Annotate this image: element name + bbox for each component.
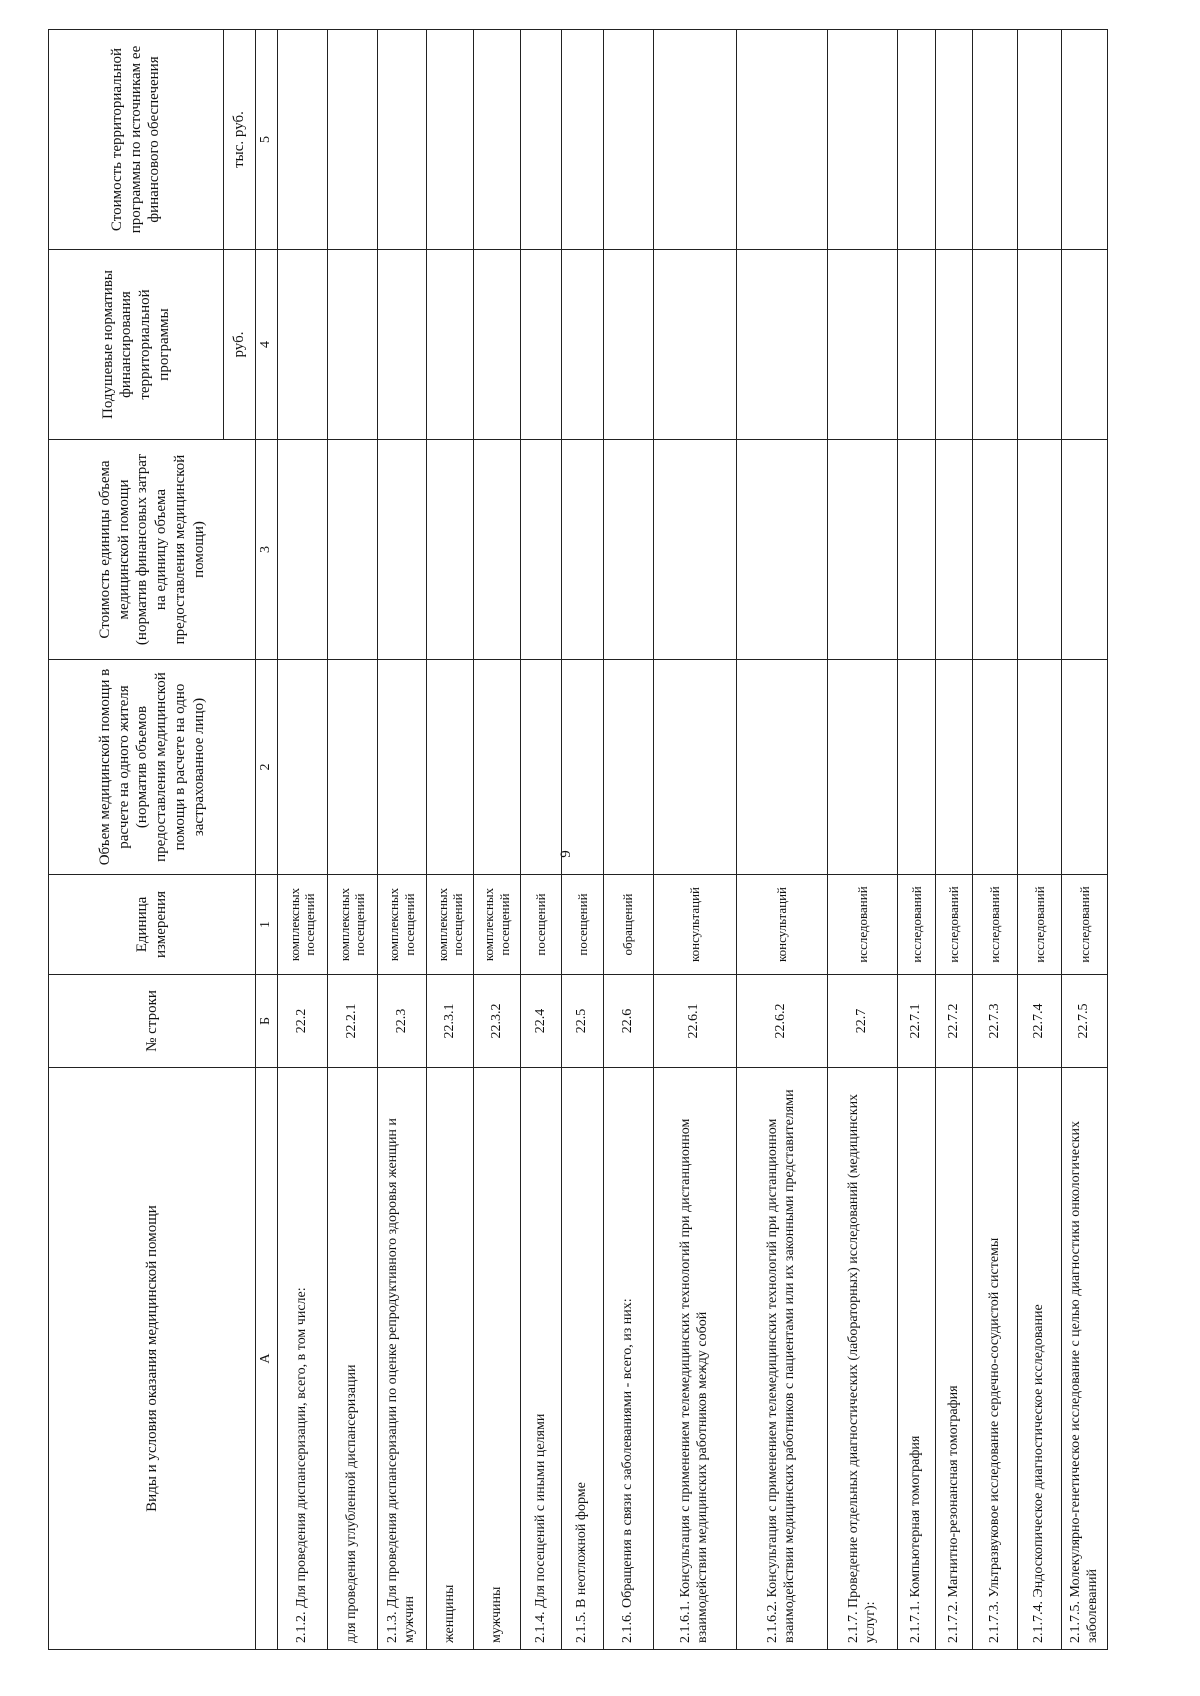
cell-col-5 — [898, 30, 935, 250]
row-code: 22.3 — [377, 975, 427, 1068]
cell-col-5 — [603, 30, 653, 250]
table-row — [427, 30, 474, 1650]
cell-col-3 — [562, 440, 604, 660]
cell-col-2 — [827, 660, 898, 875]
row-code: 22.7.4 — [1017, 975, 1062, 1068]
cell-col-2 — [935, 660, 972, 875]
cell-col-2 — [377, 660, 427, 875]
row-name: 2.1.6.2. Консультация с применением телемедицинских технологий при дистанционном взаимодействии медицинских работников с пациентами или их законными представителями — [736, 1068, 827, 1650]
table-row — [562, 30, 604, 1650]
row-name: 2.1.7.3. Ультразвуковое исследование сердечно-сосудистой системы — [973, 1068, 1018, 1650]
table-row — [827, 30, 898, 1650]
row-unit: комплексных посещений — [377, 875, 427, 975]
index-cell: 1 — [256, 875, 278, 975]
cell-col-4 — [603, 250, 653, 440]
table-row — [736, 30, 827, 1650]
table-row — [377, 30, 427, 1650]
cell-col-5 — [520, 30, 562, 250]
table-row — [327, 30, 377, 1650]
cell-col-3 — [935, 440, 972, 660]
rotated-page — [48, 30, 1108, 1650]
header-col-b: № строки — [49, 975, 256, 1068]
financing-table — [48, 29, 1108, 1650]
cell-col-3 — [898, 440, 935, 660]
table-row — [603, 30, 653, 1650]
row-name: 2.1.7. Проведение отдельных диагностических (лабораторных) исследований (медицинских услуг): — [827, 1068, 898, 1650]
row-code: 22.2 — [278, 975, 328, 1068]
table-row — [1062, 30, 1108, 1650]
index-cell: 5 — [256, 30, 278, 250]
row-unit: исследований — [827, 875, 898, 975]
cell-col-4 — [327, 250, 377, 440]
cell-col-5 — [973, 30, 1018, 250]
cell-col-5 — [827, 30, 898, 250]
cell-col-2 — [327, 660, 377, 875]
row-unit: комплексных посещений — [474, 875, 521, 975]
cell-col-3 — [736, 440, 827, 660]
cell-col-5 — [736, 30, 827, 250]
cell-col-5 — [427, 30, 474, 250]
cell-col-5 — [377, 30, 427, 250]
row-name: 2.1.5. В неотложной форме — [562, 1068, 604, 1650]
cell-col-2 — [520, 660, 562, 875]
cell-col-5 — [278, 30, 328, 250]
row-unit: посещений — [562, 875, 604, 975]
table-row — [898, 30, 935, 1650]
cell-col-3 — [474, 440, 521, 660]
cell-col-2 — [603, 660, 653, 875]
cell-col-5 — [1062, 30, 1108, 250]
cell-col-5 — [1017, 30, 1062, 250]
row-name: 2.1.6.1. Консультация с применением телемедицинских технологий при дистанционном взаимодействии медицинских работников между собой — [653, 1068, 736, 1650]
row-unit: посещений — [520, 875, 562, 975]
row-code: 22.3.1 — [427, 975, 474, 1068]
cell-col-4 — [935, 250, 972, 440]
cell-col-4 — [278, 250, 328, 440]
index-cell: Б — [256, 975, 278, 1068]
row-unit: исследований — [1017, 875, 1062, 975]
cell-col-3 — [1062, 440, 1108, 660]
cell-col-3 — [1017, 440, 1062, 660]
page-number: 9 — [558, 850, 574, 858]
table-row — [278, 30, 328, 1650]
cell-col-4 — [898, 250, 935, 440]
row-code: 22.7 — [827, 975, 898, 1068]
header-col-1: Единица измерения — [49, 875, 256, 975]
index-cell: 2 — [256, 660, 278, 875]
cell-col-3 — [278, 440, 328, 660]
cell-col-4 — [1062, 250, 1108, 440]
row-name: мужчины — [474, 1068, 521, 1650]
row-unit: исследований — [935, 875, 972, 975]
header-col-5: Стоимость территориальной программы по источникам ее финансового обеспечения — [49, 30, 224, 250]
header-col-2: Объем медицинской помощи в расчете на одного жителя (норматив объемов предоставления медицинской помощи в расчете на одно застрахованное лицо) — [49, 660, 256, 875]
cell-col-3 — [603, 440, 653, 660]
cell-col-5 — [653, 30, 736, 250]
cell-col-2 — [427, 660, 474, 875]
cell-col-2 — [973, 660, 1018, 875]
cell-col-5 — [327, 30, 377, 250]
cell-col-2 — [1017, 660, 1062, 875]
cell-col-3 — [377, 440, 427, 660]
row-code: 22.4 — [520, 975, 562, 1068]
cell-col-4 — [973, 250, 1018, 440]
header-unit-5: тыс. руб. — [224, 30, 256, 250]
table-row — [474, 30, 521, 1650]
row-code: 22.7.5 — [1062, 975, 1108, 1068]
cell-col-4 — [520, 250, 562, 440]
cell-col-5 — [474, 30, 521, 250]
header-unit-4: руб. — [224, 250, 256, 440]
cell-col-3 — [520, 440, 562, 660]
row-name: 2.1.7.1. Компьютерная томография — [898, 1068, 935, 1650]
row-name: 2.1.3. Для проведения диспансеризации по оценке репродуктивного здоровья женщин и мужчин — [377, 1068, 427, 1650]
index-cell: А — [256, 1068, 278, 1650]
row-code: 22.6.1 — [653, 975, 736, 1068]
cell-col-2 — [562, 660, 604, 875]
table-row — [935, 30, 972, 1650]
index-cell: 4 — [256, 250, 278, 440]
cell-col-4 — [427, 250, 474, 440]
row-code: 22.3.2 — [474, 975, 521, 1068]
cell-col-2 — [736, 660, 827, 875]
row-name: 2.1.7.4. Эндоскопическое диагностическое исследование — [1017, 1068, 1062, 1650]
cell-col-3 — [427, 440, 474, 660]
cell-col-4 — [653, 250, 736, 440]
cell-col-4 — [827, 250, 898, 440]
row-unit: комплексных посещений — [327, 875, 377, 975]
table-row — [520, 30, 562, 1650]
cell-col-2 — [898, 660, 935, 875]
cell-col-4 — [474, 250, 521, 440]
row-unit: консультаций — [653, 875, 736, 975]
table-row — [973, 30, 1018, 1650]
header-col-a: Виды и условия оказания медицинской помощи — [49, 1068, 256, 1650]
cell-col-3 — [653, 440, 736, 660]
row-name: 2.1.7.2. Магнитно-резонансная томография — [935, 1068, 972, 1650]
cell-col-4 — [736, 250, 827, 440]
row-code: 22.7.3 — [973, 975, 1018, 1068]
row-name: 2.1.2. Для проведения диспансеризации, всего, в том числе: — [278, 1068, 328, 1650]
index-cell: 3 — [256, 440, 278, 660]
cell-col-4 — [1017, 250, 1062, 440]
table-row — [653, 30, 736, 1650]
cell-col-3 — [827, 440, 898, 660]
cell-col-4 — [562, 250, 604, 440]
cell-col-2 — [474, 660, 521, 875]
row-unit: комплексных посещений — [278, 875, 328, 975]
row-code: 22.6 — [603, 975, 653, 1068]
row-unit: исследований — [898, 875, 935, 975]
table-row — [1017, 30, 1062, 1650]
row-code: 22.7.1 — [898, 975, 935, 1068]
cell-col-5 — [935, 30, 972, 250]
row-unit: исследований — [1062, 875, 1108, 975]
row-unit: исследований — [973, 875, 1018, 975]
row-code: 22.6.2 — [736, 975, 827, 1068]
row-name: 2.1.4. Для посещений с иными целями — [520, 1068, 562, 1650]
cell-col-3 — [973, 440, 1018, 660]
cell-col-4 — [377, 250, 427, 440]
row-unit: консультаций — [736, 875, 827, 975]
cell-col-2 — [653, 660, 736, 875]
row-name: 2.1.7.5. Молекулярно-генетическое исследование с целью диагностики онкологических заболеваний — [1062, 1068, 1108, 1650]
row-code: 22.7.2 — [935, 975, 972, 1068]
cell-col-2 — [278, 660, 328, 875]
cell-col-5 — [562, 30, 604, 250]
row-name: для проведения углубленной диспансеризации — [327, 1068, 377, 1650]
cell-col-2 — [1062, 660, 1108, 875]
header-col-4: Подушевые нормативы финансирования территориальной программы — [49, 250, 224, 440]
header-col-3: Стоимость единицы объема медицинской помощи (норматив финансовых затрат на единицу объема предоставления медицинской помощи) — [49, 440, 256, 660]
row-code: 22.2.1 — [327, 975, 377, 1068]
cell-col-3 — [327, 440, 377, 660]
row-code: 22.5 — [562, 975, 604, 1068]
row-unit: комплексных посещений — [427, 875, 474, 975]
row-unit: обращений — [603, 875, 653, 975]
row-name: женщины — [427, 1068, 474, 1650]
row-name: 2.1.6. Обращения в связи с заболеваниями - всего, из них: — [603, 1068, 653, 1650]
